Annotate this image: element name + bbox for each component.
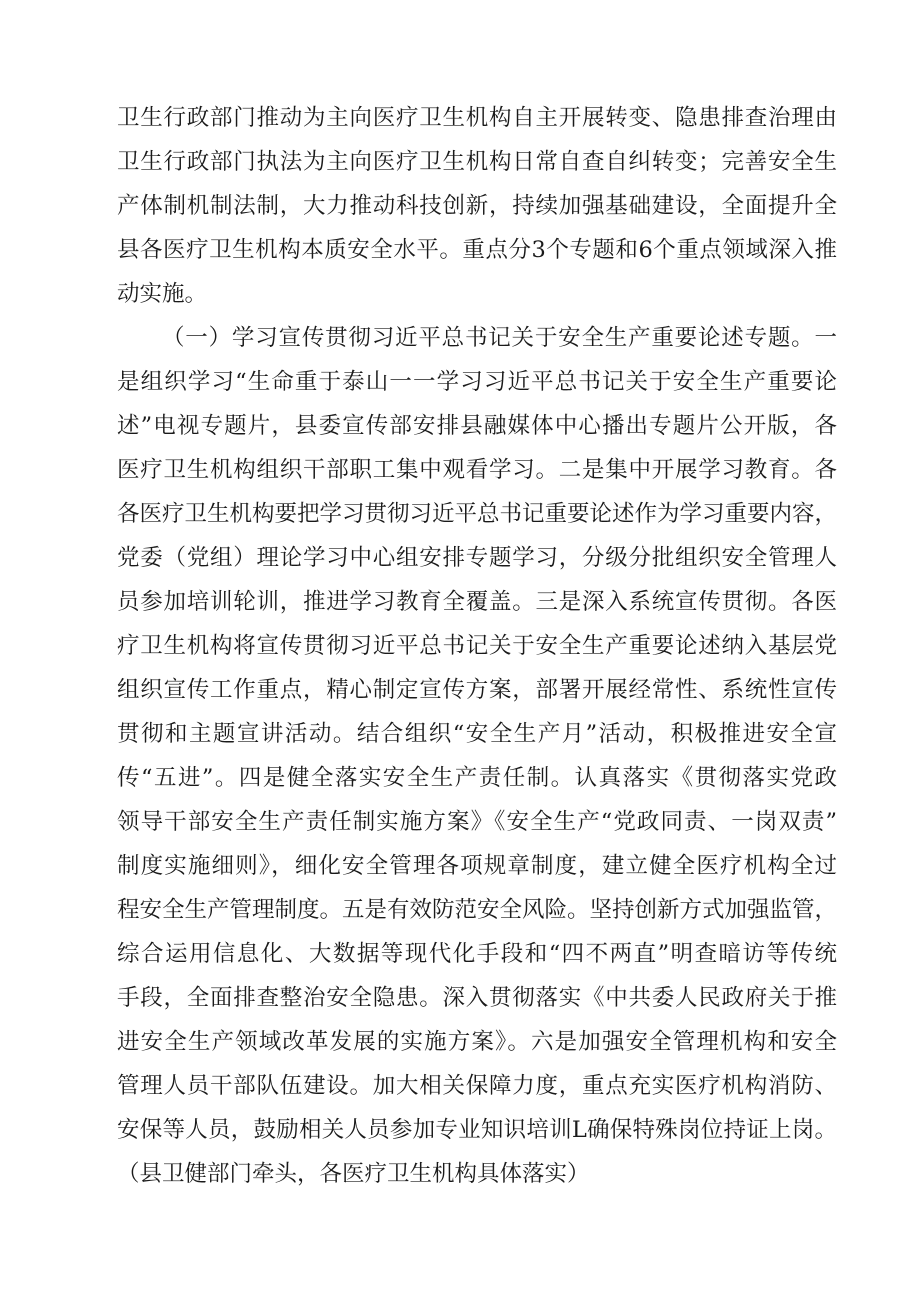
text-line: （县卫健部门牵头，各医疗卫生机构具体落实） [117, 1161, 590, 1187]
text-line: 卫生行政部门推动为主向医疗卫生机构自主开展转变、隐患排查治理由 [117, 105, 837, 131]
text-line: 县各医疗卫生机构本质安全水平。重点分3个专题和6个重点领域深入推 [117, 237, 837, 263]
text-line: 手段，全面排查整治安全隐患。深入贯彻落实《中共委人民政府关于推 [117, 985, 837, 1011]
text-line: 述”电视专题片，县委宣传部安排县融媒体中心播出专题片公开版，各 [117, 413, 837, 439]
section-heading-line: （一）学习宣传贯彻习近平总书记关于安全生产重要论述专题。一 [162, 325, 837, 351]
text-line: 疗卫生机构将宣传贯彻习近平总书记关于安全生产重要论述纳入基层党 [117, 633, 837, 659]
text-line: 卫生行政部门执法为主向医疗卫生机构日常自查自纠转变；完善安全生 [117, 149, 837, 175]
text-line: 动实施。 [117, 281, 208, 307]
text-line: 制度实施细则》，细化安全管理各项规章制度，建立健全医疗机构全过 [117, 853, 837, 879]
text-line: 综合运用信息化、大数据等现代化手段和“四不两直”明查暗访等传统 [117, 941, 837, 967]
text-line: 贯彻和主题宣讲活动。结合组织“安全生产月”活动，积极推进安全宣 [117, 721, 837, 747]
text-line: 领导干部安全生产责任制实施方案》《安全生产“党政同责、一岗双责” [117, 809, 837, 835]
text-line: 各医疗卫生机构要把学习贯彻习近平总书记重要论述作为学习重要内容， [117, 501, 838, 527]
text-line: 员参加培训轮训，推进学习教育全覆盖。三是深入系统宣传贯彻。各医 [117, 589, 837, 615]
text-line: 医疗卫生机构组织干部职工集中观看学习。二是集中开展学习教育。各 [117, 457, 837, 483]
text-line: 组织宣传工作重点，精心制定宣传方案，部署开展经常性、系统性宣传 [117, 677, 837, 703]
text-line: 进安全生产领域改革发展的实施方案》。六是加强安全管理机构和安全 [117, 1029, 837, 1055]
text-line: 产体制机制法制，大力推动科技创新，持续加强基础建设，全面提升全 [117, 193, 837, 219]
text-line: 党委（党组）理论学习中心组安排专题学习，分级分批组织安全管理人 [117, 545, 837, 571]
text-line: 程安全生产管理制度。五是有效防范安全风险。坚持创新方式加强监管， [117, 897, 838, 923]
text-line: 管理人员干部队伍建设。加大相关保障力度，重点充实医疗机构消防、 [117, 1073, 837, 1099]
text-line: 是组织学习“生命重于泰山一一学习习近平总书记关于安全生产重要论 [117, 369, 837, 395]
text-line: 安保等人员，鼓励相关人员参加专业知识培训L确保特殊岗位持证上岗。 [117, 1117, 837, 1143]
text-line: 传“五进”。四是健全落实安全生产责任制。认真落实《贯彻落实党政 [117, 765, 837, 791]
